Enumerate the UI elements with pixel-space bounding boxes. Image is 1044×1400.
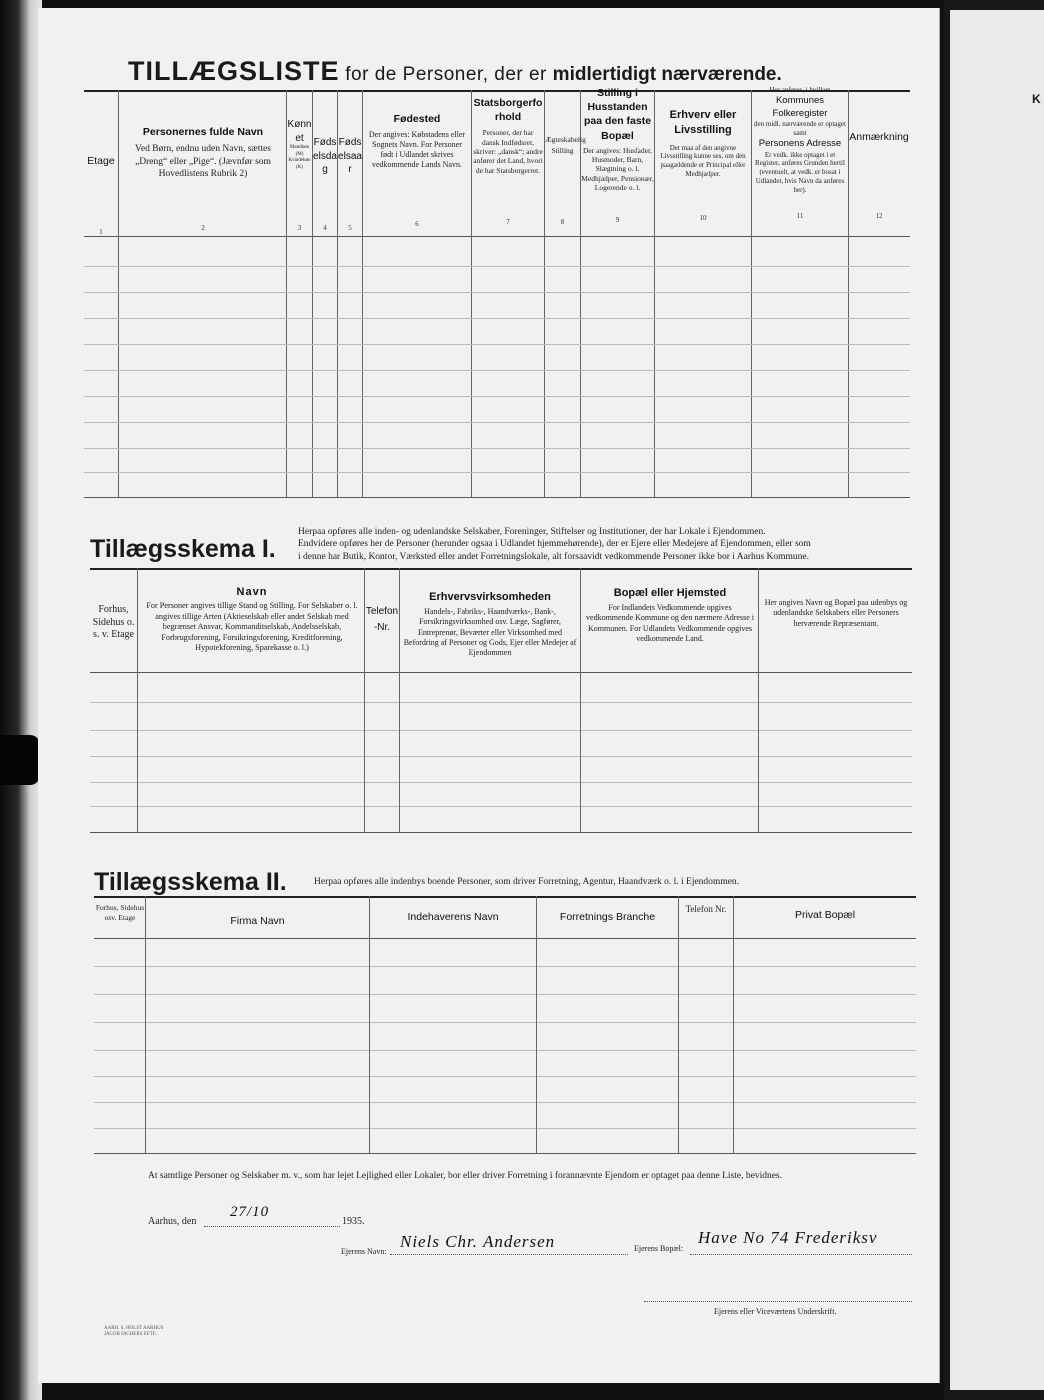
skema2-col-branche: Forretnings Branche: [559, 911, 656, 923]
binding-clip: [0, 735, 40, 785]
skema1-top-border: [90, 568, 912, 570]
list-header-bottom: [84, 236, 910, 237]
col-etage-header: Etage: [87, 155, 115, 167]
col-number: 10: [699, 214, 707, 222]
col-number: 9: [615, 216, 620, 224]
skema1-heading: Tillægsskema I.: [90, 535, 276, 563]
skema1-col-navn: Navn For Personer angives tillige Stand og Stilling. For Selskaber o. l. angives tillige Arten (Aktieselskab eller andet Selskab med begrænset Ansvar, Kommanditselskab, Andelsselskab, Forbrugsforening, Forsikringsforening, Kreditforening, Hypotekforening, Sparekasse o. l.): [146, 586, 358, 653]
col-birthplace-header: Fødested Der angives: Købstadens eller Sognets Navn. For Personer født i Udlandet skrives vedkommende Lands Navn.: [368, 113, 466, 170]
col-gender-header: Kønnet Mandkøn (M) Kvindekøn (K): [287, 119, 312, 170]
col-marital-header: Ægteskabelig Stilling: [545, 135, 586, 156]
skema1-col-telefon: Telefon-Nr.: [365, 606, 399, 633]
footer-statement: At samtlige Personer og Selskaber m. v., som har lejet Lejlighed eller Lokaler, bor eller driver Forretning i forannævnte Ejendom er optaget paa denne Liste, bevidnes.: [148, 1171, 782, 1181]
col-number: 2: [201, 224, 205, 232]
col-number: 6: [415, 220, 419, 228]
skema1-header-bottom: [90, 672, 912, 673]
col-number: 8: [560, 218, 565, 226]
skema1-col-representative: Her angives Navn og Bopæl paa udenbys og udenlandske Selskabers eller Personers herværende Repræsentant.: [764, 598, 908, 628]
owner-address-label: Ejerens Bopæl:: [634, 1244, 684, 1253]
printer-mark: AARH. S. HOLST AARHUS JACOB DICHERS EFTF.: [104, 1326, 164, 1337]
scan-left-edge: [0, 0, 42, 1400]
signature-label: Ejerens eller Viceværtens Underskrift.: [714, 1307, 837, 1316]
page-title: TILLÆGSLISTE for de Personer, der er midlertidigt nærværende.: [128, 56, 782, 86]
owner-name-label: Ejerens Navn:: [341, 1247, 387, 1256]
list-bottom-border: [84, 497, 910, 498]
col-name-header: Personernes fulde Navn Ved Børn, endnu uden Navn, sættes „Dreng“ eller „Pige“. (Jævnfør som Hovedlistens Rubrik 2): [135, 126, 271, 179]
col-birthyear-header: Fødselsaar: [338, 137, 362, 175]
skema2-top-border: [94, 896, 916, 898]
col-birthday-header: Fødselsdag: [313, 137, 337, 175]
skema2-note: Herpaa opføres alle indenbys boende Personer, som driver Forretning, Agentur, Haandværk o. l. i Ejendommen.: [314, 877, 740, 887]
footer-place: Aarhus, den: [148, 1216, 197, 1227]
skema1-col-bopael: Bopæl eller Hjemsted For Indlandets Vedkommende opgives vedkommende Kommune og den nærmere Adresse i Kommunen. For Udlandets Vedkommende opgives vedkommende Land.: [586, 587, 754, 644]
skema2-col-indehaver: Indehaverens Navn: [407, 911, 499, 923]
col-household-header: Stilling i Husstanden paa den faste Bopæl Der angives: Husfader, Husmoder, Barn, Slægtning o. l. Medhjælper, Pensionær, Logerende o. l.: [581, 87, 654, 193]
col-number: 1: [99, 228, 103, 236]
skema1-note: Herpaa opføres alle inden- og udenlandske Selskaber, Foreninger, Stiftelser og Institutioner, der har Lokale i Ejendommen. Endvidere opføres her de Personer (herunder ogsaa i Udlandet hjemmehørende), der er Ejere eller Medejere af Ejendommen, eller som i denne har Butik, Kontor, Værksted eller andet Forretningslokale, alt forsaavidt vedkommende Personer ikke bor i Aarhus Kommune.: [298, 527, 811, 562]
owner-name-signature: Niels Chr. Andersen: [400, 1232, 556, 1251]
skema2-col-etage: Forhus, Sidehus osv. Etage: [95, 903, 145, 922]
footer-year: 1935.: [342, 1216, 365, 1227]
handwritten-date: 27/10: [230, 1204, 270, 1220]
col-number: 7: [506, 218, 510, 226]
next-page-letter: K: [1032, 92, 1041, 106]
skema2-col-telefon: Telefon Nr.: [685, 904, 727, 914]
skema2-col-firma: Firma Navn: [230, 915, 285, 927]
col-number: 5: [348, 224, 352, 232]
skema1-col-etage: Forhus, Sidehus o. s. v. Etage: [92, 604, 135, 640]
col-address-header: Her anføres, i hvilken Kommunes Folkeregister den midl. nærværende er optaget samt Personens Adresse Er vedk. ikke optaget i et Register, anføres Grunden hertil (eventuelt, at vedk. er bosat i Udlandet, hvis Navn da anføres her).: [754, 86, 846, 194]
next-page-edge: [950, 10, 1044, 1390]
col-citizenship-header: Statsborgerforhold Personer, der har dansk Indfødsret, skriver: „dansk“; andre anfører det Land, hvori de har Statsborgerret.: [473, 97, 543, 175]
skema1-col-erhverv: Erhvervsvirksomheden Handels-, Fabriks-, Haandværks-, Bank-, Forsikringsvirksomhed osv. Læge, Sagfører, Entreprenør, Beværter eller Virksomhed med Befordring af Personer og Gods, Ejer eller Medejer af Ejendommen: [403, 591, 577, 658]
skema2-col-bopael: Privat Bopæl: [794, 909, 856, 921]
owner-address-handwritten: Have No 74 Frederiksv: [698, 1228, 878, 1247]
col-number: 3: [297, 224, 302, 232]
col-number: 12: [875, 212, 883, 220]
skema2-bottom-border: [94, 1153, 916, 1154]
col-occupation-header: Erhverv eller Livsstilling Det maa af den angivne Livsstilling kunne ses, om den paagældende er Principal eller Medhjælper.: [660, 109, 746, 178]
col-remark-header: Anmærkning: [849, 131, 909, 143]
skema2-header-bottom: [94, 938, 916, 939]
col-number: 4: [323, 224, 327, 232]
skema1-bottom-border: [90, 832, 912, 833]
skema2-heading: Tillægsskema II.: [94, 868, 287, 896]
col-number: 11: [796, 212, 804, 220]
